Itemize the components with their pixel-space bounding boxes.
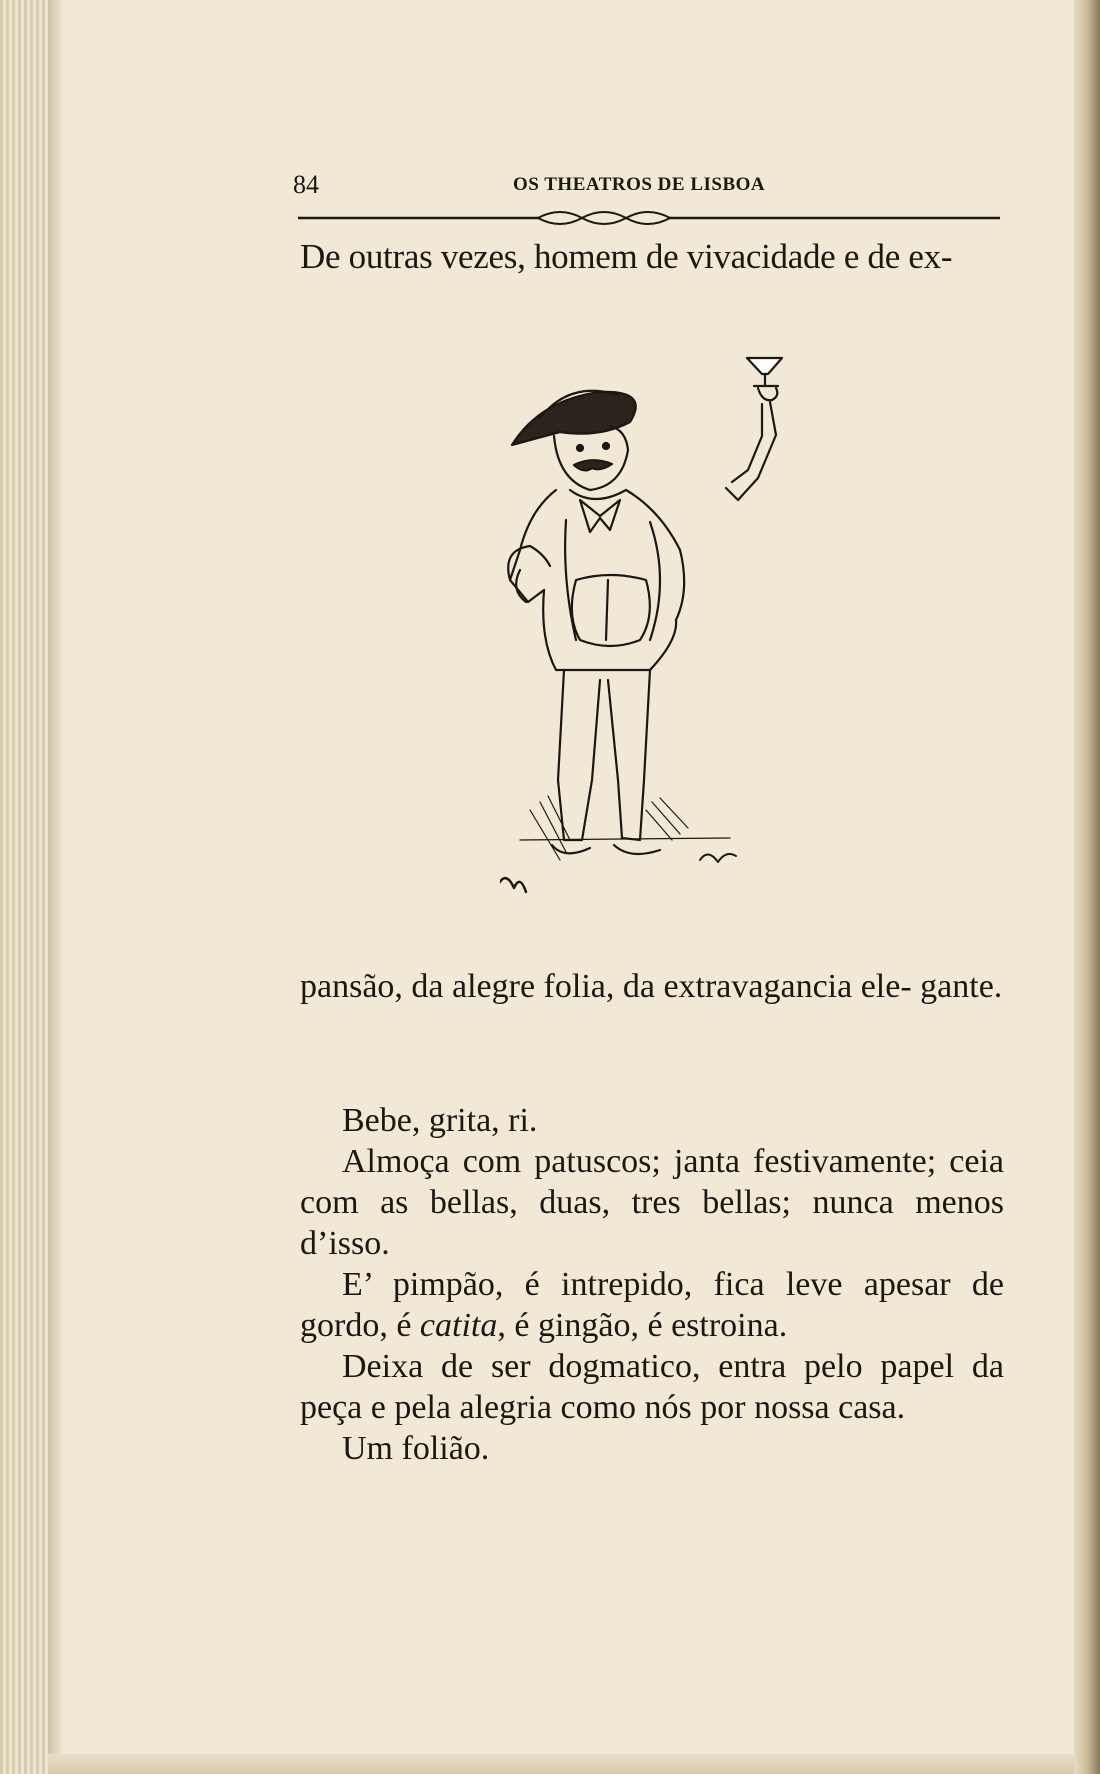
- page-right-edge: [1074, 0, 1100, 1774]
- page-number: 84: [293, 170, 319, 199]
- pimpao-italic-word: catita: [419, 1307, 498, 1344]
- running-head: [293, 170, 999, 200]
- running-title: OS THEATROS DE LISBOA: [513, 174, 766, 195]
- paragraph-first-line: De outras vezes, homem de vivacidade e de ex-: [300, 237, 953, 276]
- pimpao-text-start: E’ pimpão, é intrepido, fica leve apesar de gordo, é: [300, 1266, 1004, 1344]
- paragraph-deixa: Deixa de ser dogmatico, entra pelo papel da peça e pela alegria como nós por nossa casa.: [300, 1348, 1004, 1426]
- page-bottom-edge: [48, 1754, 1074, 1774]
- paragraph-pimpao: [300, 1264, 1004, 1346]
- ornamental-rule: [298, 202, 1000, 226]
- page-gutter: [48, 0, 62, 1774]
- paragraph-foliao: Um folião.: [342, 1430, 490, 1467]
- paragraph-continuation: pansão, da alegre folia, da extravagancia ele- gante.: [300, 968, 1003, 1005]
- paragraph-almoca: Almoça com patuscos; janta festivamente; ceia com as bellas, duas, tres bellas; nunca menos d’isso.: [300, 1143, 1004, 1262]
- page-stack-edge: [0, 0, 48, 1774]
- pimpao-text-end: , é gingão, é estroina.: [497, 1307, 788, 1344]
- caricature-man-raising-glass-icon: [500, 340, 840, 910]
- paragraph-bebe: Bebe, grita, ri.: [342, 1102, 538, 1139]
